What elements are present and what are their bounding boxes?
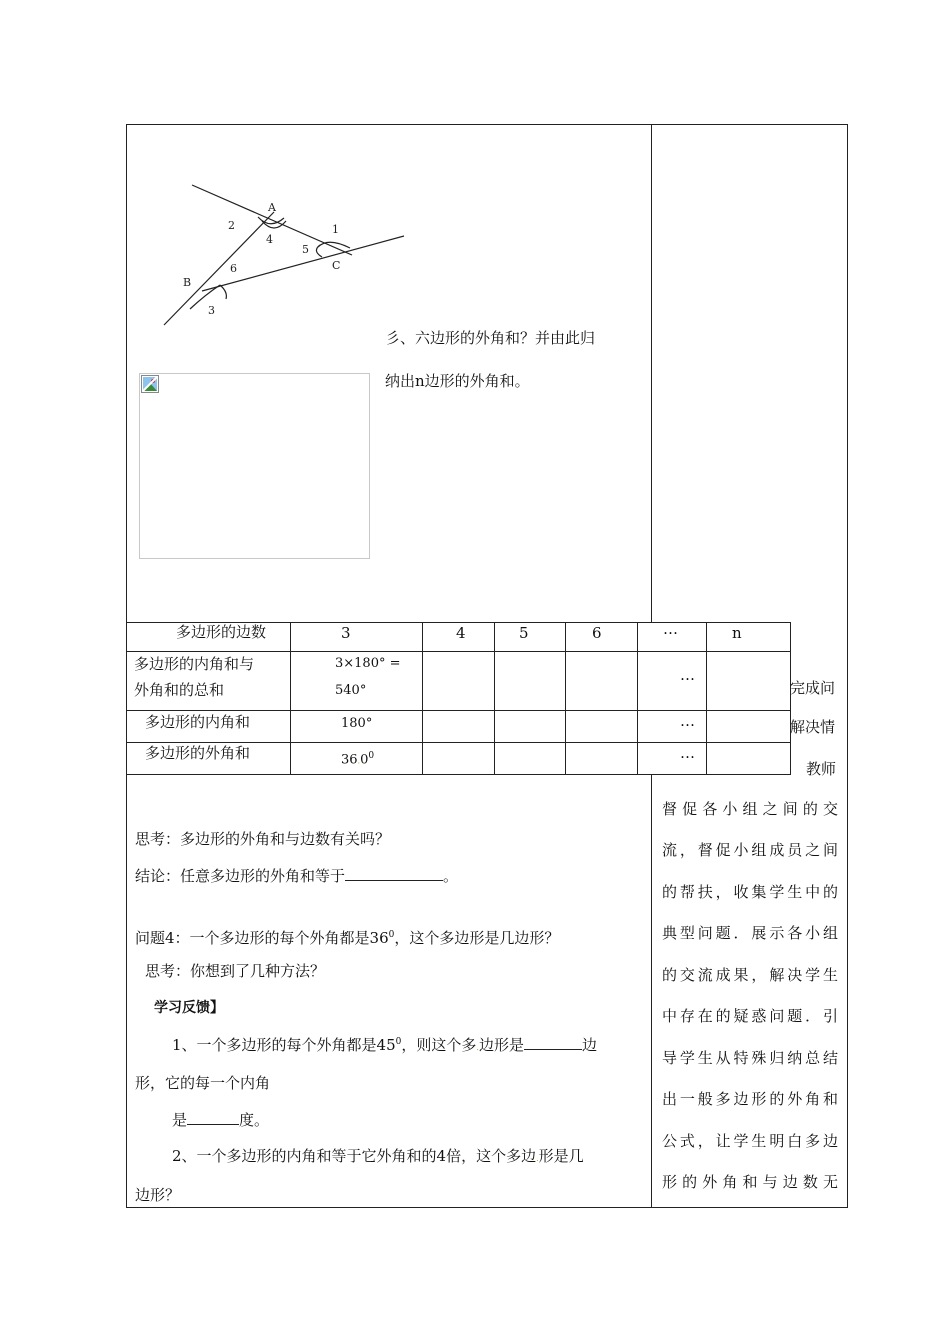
side-line-1: 完成问 [790,679,836,697]
feedback-item-1 [172,1032,597,1058]
header-n: n [732,624,742,642]
side-line-9: 中存在的疑惑问题．引 [662,1007,838,1025]
side-line-3: 教师 [806,760,837,778]
row-outer-value [341,746,374,771]
side-line-8: 的交流成果，解决学生 [662,966,838,984]
item2-text-tail: 形是几 [538,1147,584,1165]
row-sum-label-1: 多边形的内角和与 [134,655,255,673]
item1-mid: ，则这个多 [401,1036,477,1054]
think-question-2: 思考：你想到了几种方法？ [145,962,326,980]
upper-text-line-1: 彡、六边形的外角和？并由此归 [385,329,596,347]
side-line-10: 导学生从特殊归纳总结 [662,1049,838,1067]
table-line-h1 [126,651,791,652]
item1-blank-2 [187,1110,239,1125]
label-angle-3: 3 [208,304,215,317]
table-line-h4 [126,774,791,775]
row-inner-ellipsis: … [680,712,695,730]
row-sum-value-1: 3×180° = [335,656,401,671]
label-angle-4: 4 [266,233,273,246]
feedback-item-2-line2: 边形？ [135,1186,181,1204]
row-outer-ellipsis: … [680,744,695,762]
yellow-dot-mark: . [357,756,361,766]
header-sides: 多边形的边数 [176,623,267,641]
yellow-dot-mark: . [476,1043,479,1052]
image-placeholder-frame [139,373,370,559]
side-line-7: 典型问题．展示各小组 [662,924,838,942]
side-line-2: 解决情 [790,718,836,736]
row-sum-value-2: 540° [335,683,367,698]
table-line-v3 [494,622,495,775]
yellow-dot-mark: . [536,1154,539,1163]
triangle-exterior-angle-figure [150,175,420,335]
label-A: A [268,201,276,214]
frame-left-border [126,124,127,1208]
item1-blank-1 [524,1035,582,1050]
header-ellipsis: … [663,620,678,638]
broken-image-icon [141,375,159,393]
label-angle-1: 1 [332,223,339,236]
label-B: B [183,276,192,289]
conclusion-line [135,866,458,886]
conclusion-blank [345,866,443,881]
label-angle-2: 2 [228,219,235,232]
feedback-item-1-line2: 形，它的每一个内角 [135,1074,271,1092]
frame-right-border [847,124,848,1208]
feedback-item-1-line3 [172,1110,269,1130]
upper-text-line-2: 纳出n边形的外角和。 [385,372,530,390]
row-outer-value-tail: 0 [360,752,369,768]
row-sum-ellipsis: … [680,666,695,684]
side-line-13: 形的外角和与边数无 [662,1173,838,1191]
item1-mid2: 边形是 [478,1036,524,1054]
item1-degree: 0 [395,1037,402,1047]
conclusion-end: 。 [443,867,459,885]
header-5: 5 [519,624,529,642]
q4-degree: 0 [388,930,395,940]
side-line-6: 的帮扶，收集学生中的 [662,883,838,901]
column-divider-lower [651,775,652,1208]
label-C: C [332,259,341,272]
side-line-11: 出一般多边形的外角和 [662,1090,838,1108]
item1-line3-end: 度。 [239,1111,270,1129]
header-3: 3 [341,624,351,642]
row-inner-label: 多边形的内角和 [145,713,251,731]
think-question-1: 思考：多边形的外角和与边数有关吗？ [135,830,391,848]
table-line-v5 [637,622,638,775]
table-line-v2 [422,622,423,775]
header-4: 4 [456,624,466,642]
conclusion-text: 结论：任意多边形的外角和等于 [135,867,346,885]
item1-end: 边 [581,1036,597,1054]
header-6: 6 [592,624,602,642]
table-line-v7 [790,622,791,775]
frame-bottom-border [126,1207,848,1208]
side-line-4: 督促各小组之间的交 [662,800,838,818]
label-angle-5: 5 [302,243,309,256]
feedback-heading: 学习反馈】 [154,1000,224,1016]
row-sum-label-2: 外角和的总和 [134,681,225,699]
row-outer-value-main: 36 [341,752,358,768]
table-line-v1 [290,622,291,775]
column-divider-upper [651,124,652,622]
side-line-5: 流，督促小组成员之间 [662,841,838,859]
item1-line3-start: 是 [172,1111,188,1129]
item1-text: 1、一个多边形的每个外角都是45 [172,1036,396,1054]
question-4 [135,925,559,948]
table-line-v4 [565,622,566,775]
q4-text: 问题4：一个多边形的每个外角都是36 [135,929,389,947]
row-outer-degree: 0 [368,751,375,761]
item2-text: 2、一个多边形的内角和等于它外角和的4倍，这个多边 [172,1147,537,1165]
row-inner-value: 180° [341,716,373,731]
feedback-item-2 [172,1146,584,1169]
label-angle-6: 6 [230,262,237,275]
row-outer-label: 多边形的外角和 [145,744,251,762]
q4-text-end: ，这个多边形是几边形？ [394,929,560,947]
table-line-v6 [706,622,707,775]
frame-top-border [126,124,848,125]
side-line-12: 公式，让学生明白多边 [662,1132,838,1150]
